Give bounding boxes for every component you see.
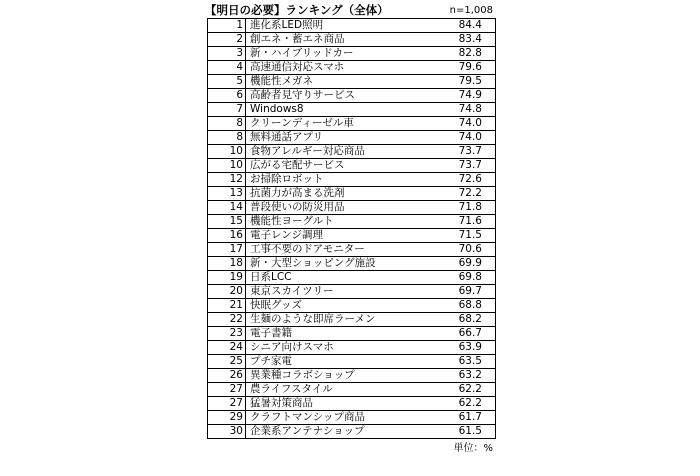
- table-row: [208, 159, 496, 173]
- table-row: [208, 369, 496, 383]
- item-cell: クリーンディーゼル車: [246, 117, 443, 131]
- item-cell: お掃除ロボット: [246, 173, 443, 187]
- value-cell: 84.4: [443, 19, 496, 33]
- rank-cell: 17: [208, 243, 246, 257]
- item-cell: シニア向けスマホ: [246, 341, 443, 355]
- rank-cell: 8: [208, 131, 246, 145]
- item-cell: 電子書籍: [246, 327, 443, 341]
- item-cell: 異業種コラボショップ: [246, 369, 443, 383]
- value-cell: 71.6: [443, 215, 496, 229]
- item-cell: 機能性ヨーグルト: [246, 215, 443, 229]
- item-cell: 快眠グッズ: [246, 299, 443, 313]
- rank-cell: 22: [208, 313, 246, 327]
- rank-cell: 27: [208, 397, 246, 411]
- value-cell: 74.0: [443, 117, 496, 131]
- value-cell: 62.2: [443, 383, 496, 397]
- rank-cell: 16: [208, 229, 246, 243]
- item-cell: 電子レンジ調理: [246, 229, 443, 243]
- value-cell: 74.9: [443, 89, 496, 103]
- table-row: [208, 341, 496, 355]
- value-cell: 62.2: [443, 397, 496, 411]
- value-cell: 68.8: [443, 299, 496, 313]
- rank-cell: 12: [208, 173, 246, 187]
- table-row: [208, 33, 496, 47]
- table-row: [208, 425, 496, 439]
- item-cell: 東京スカイツリー: [246, 285, 443, 299]
- table-row: [208, 117, 496, 131]
- rank-cell: 10: [208, 159, 246, 173]
- value-cell: 72.2: [443, 187, 496, 201]
- rank-cell: 3: [208, 47, 246, 61]
- item-cell: 工事不要のドアモニター: [246, 243, 443, 257]
- value-cell: 69.8: [443, 271, 496, 285]
- rank-cell: 24: [208, 341, 246, 355]
- item-cell: 食物アレルギー対応商品: [246, 145, 443, 159]
- value-cell: 63.5: [443, 355, 496, 369]
- table-row: [208, 89, 496, 103]
- value-cell: 63.2: [443, 369, 496, 383]
- rank-cell: 1: [208, 19, 246, 33]
- item-cell: 新・ハイブリッドカー: [246, 47, 443, 61]
- table-row: [208, 215, 496, 229]
- table-row: [208, 397, 496, 411]
- value-cell: 68.2: [443, 313, 496, 327]
- value-cell: 73.7: [443, 145, 496, 159]
- table-row: [208, 201, 496, 215]
- table-row: [208, 173, 496, 187]
- value-cell: 66.7: [443, 327, 496, 341]
- item-cell: 生麺のような即席ラーメン: [246, 313, 443, 327]
- value-cell: 74.0: [443, 131, 496, 145]
- item-cell: 高齢者見守りサービス: [246, 89, 443, 103]
- rank-cell: 27: [208, 383, 246, 397]
- table-row: [208, 355, 496, 369]
- table-row: [208, 19, 496, 33]
- value-cell: 61.7: [443, 411, 496, 425]
- value-cell: 70.6: [443, 243, 496, 257]
- rank-cell: 25: [208, 355, 246, 369]
- rank-cell: 6: [208, 89, 246, 103]
- ranking-title: 【明日の必要】ランキング（全体）: [205, 3, 389, 17]
- table-row: [208, 229, 496, 243]
- item-cell: クラフトマンシップ商品: [246, 411, 443, 425]
- item-cell: 高速通信対応スマホ: [246, 61, 443, 75]
- rank-cell: 13: [208, 187, 246, 201]
- rank-cell: 21: [208, 299, 246, 313]
- table-row: [208, 299, 496, 313]
- value-cell: 83.4: [443, 33, 496, 47]
- item-cell: 無料通話アプリ: [246, 131, 443, 145]
- item-cell: 機能性メガネ: [246, 75, 443, 89]
- value-cell: 71.5: [443, 229, 496, 243]
- rank-cell: 19: [208, 271, 246, 285]
- rank-cell: 8: [208, 117, 246, 131]
- table-row: [208, 145, 496, 159]
- sample-size: n=1,008: [449, 5, 493, 16]
- item-cell: 創エネ・蓄エネ商品: [246, 33, 443, 47]
- rank-cell: 4: [208, 61, 246, 75]
- table-row: [208, 187, 496, 201]
- value-cell: 74.8: [443, 103, 496, 117]
- rank-cell: 5: [208, 75, 246, 89]
- item-cell: 普段使いの防災用品: [246, 201, 443, 215]
- rank-cell: 10: [208, 145, 246, 159]
- rank-cell: 29: [208, 411, 246, 425]
- table-row: [208, 327, 496, 341]
- item-cell: 企業系アンテナショップ: [246, 425, 443, 439]
- rank-cell: 26: [208, 369, 246, 383]
- item-cell: プチ家電: [246, 355, 443, 369]
- ranking-table: [207, 18, 496, 439]
- item-cell: 進化系LED照明: [246, 19, 443, 33]
- table-row: [208, 313, 496, 327]
- table-header: [207, 3, 495, 18]
- table-row: [208, 47, 496, 61]
- table-row: [208, 383, 496, 397]
- item-cell: 猛暑対策商品: [246, 397, 443, 411]
- item-cell: 広がる宅配サービス: [246, 159, 443, 173]
- rank-cell: 2: [208, 33, 246, 47]
- rank-cell: 14: [208, 201, 246, 215]
- value-cell: 69.9: [443, 257, 496, 271]
- item-cell: Windows8: [246, 103, 443, 117]
- value-cell: 72.6: [443, 173, 496, 187]
- value-cell: 82.8: [443, 47, 496, 61]
- table-row: [208, 271, 496, 285]
- table-row: [208, 75, 496, 89]
- value-cell: 61.5: [443, 425, 496, 439]
- unit-note: 単位：%: [453, 443, 493, 454]
- rank-cell: 23: [208, 327, 246, 341]
- item-cell: 日系LCC: [246, 271, 443, 285]
- value-cell: 73.7: [443, 159, 496, 173]
- rank-cell: 30: [208, 425, 246, 439]
- value-cell: 63.9: [443, 341, 496, 355]
- table-row: [208, 243, 496, 257]
- rank-cell: 20: [208, 285, 246, 299]
- item-cell: 新・大型ショッピング施設: [246, 257, 443, 271]
- value-cell: 79.5: [443, 75, 496, 89]
- ranking-table-body: [208, 19, 496, 439]
- table-row: [208, 103, 496, 117]
- rank-cell: 15: [208, 215, 246, 229]
- table-row: [208, 411, 496, 425]
- item-cell: 農ライフスタイル: [246, 383, 443, 397]
- rank-cell: 7: [208, 103, 246, 117]
- ranking-sheet: [207, 3, 495, 456]
- rank-cell: 18: [208, 257, 246, 271]
- value-cell: 79.6: [443, 61, 496, 75]
- table-row: [208, 285, 496, 299]
- table-row: [208, 131, 496, 145]
- table-row: [208, 61, 496, 75]
- value-cell: 69.7: [443, 285, 496, 299]
- item-cell: 抗菌力が高まる洗剤: [246, 187, 443, 201]
- table-row: [208, 257, 496, 271]
- value-cell: 71.8: [443, 201, 496, 215]
